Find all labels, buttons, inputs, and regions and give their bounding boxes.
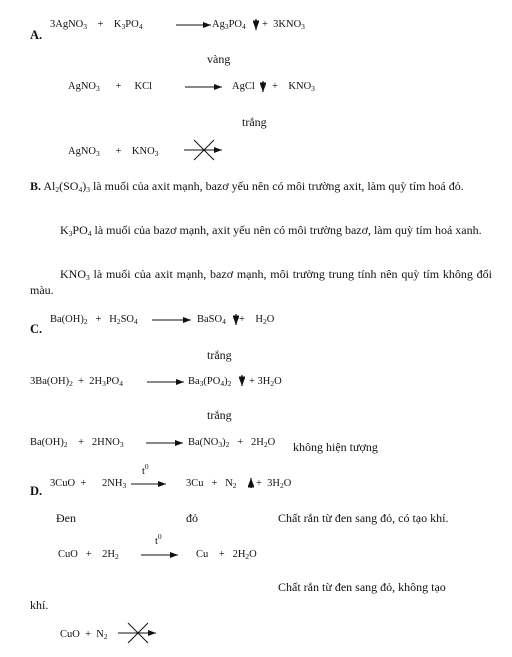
gas-up-arrow xyxy=(248,477,254,489)
heat-condition: $t^0$ xyxy=(142,462,149,477)
reaction-arrow xyxy=(131,479,167,489)
paragraph-b1: B. $Al_2(SO_4)_3$ là muối của axit mạnh, bazơ yếu nên có môi trường axit, làm quỳ tím hoá đỏ. xyxy=(30,179,464,194)
reaction-arrow xyxy=(141,550,179,560)
reaction-c2-rhs: $Ba_3(PO_4)_2$ xyxy=(188,376,232,388)
reaction-a2-rhs: AgCl xyxy=(232,81,255,92)
reaction-a1-rhs: $Ag_3PO_4$ xyxy=(212,19,246,31)
color-label: trắng xyxy=(207,408,232,422)
precipitate-down-arrow xyxy=(253,19,259,31)
no-reaction-arrow xyxy=(118,621,158,645)
reaction-d1-rhs2: + $3H_2O$ xyxy=(256,478,292,490)
reaction-arrow xyxy=(152,315,192,325)
reaction-a2-lhs: AgNO$_3$ + KCl xyxy=(68,81,153,93)
reaction-a3-lhs: AgNO$_3$ + $KNO_3$ xyxy=(68,146,159,158)
reaction-d2-lhs: CuO + $2H_2$ xyxy=(58,549,119,561)
precipitate-down-arrow xyxy=(239,375,245,387)
section-a-label: A. xyxy=(30,28,43,42)
reaction-d1-rhs: 3Cu + $N_2$ xyxy=(186,478,237,490)
reaction-c1-rhs2: + $H_2O$ xyxy=(239,314,275,326)
reaction-c2-lhs: $3Ba(OH)_2 + 2H_3PO_4$ xyxy=(30,376,124,388)
precipitate-down-arrow xyxy=(260,81,266,93)
reaction-c3-lhs: $Ba(OH)_2$ + $2HNO_3$ xyxy=(30,437,124,449)
reaction-a2-rhs2: + $KNO_3$ xyxy=(272,81,315,93)
observation-2: Chất rắn từ đen sang đỏ, không tạo xyxy=(278,580,446,594)
reaction-arrow xyxy=(185,82,223,92)
color-red-label: đỏ xyxy=(186,511,198,525)
color-black-label: Đen xyxy=(56,511,76,525)
reaction-c2-rhs2: + $3H_2O$ xyxy=(249,376,282,388)
color-label: vàng xyxy=(207,52,231,66)
reaction-d3-lhs: CuO + $N_2$ xyxy=(60,629,108,641)
section-d-label: D. xyxy=(30,484,43,498)
reaction-a1-lhs: 3AgNO$_3$ + $K_3PO_4$ xyxy=(50,19,143,31)
observation-note: không hiện tượng xyxy=(293,440,378,454)
reaction-c1-lhs: $Ba(OH)_2$ + $H_2SO_4$ xyxy=(50,314,138,326)
no-reaction-arrow xyxy=(184,138,224,162)
reaction-d1-lhs: 3CuO + $2NH_3$ xyxy=(50,478,127,490)
reaction-c3-rhs: $Ba(NO_3)_2$ + $2H_2O$ xyxy=(188,437,276,449)
observation-2-cont: khí. xyxy=(30,598,49,612)
heat-condition: $t^0$ xyxy=(155,532,162,547)
paragraph-b2: $K_3PO_4$ là muối của bazơ mạnh, axit yếu nên có môi trường bazơ, làm quỳ tím hoá xanh. xyxy=(60,223,482,238)
reaction-arrow xyxy=(146,438,184,448)
reaction-arrow xyxy=(147,377,185,387)
reaction-a1-rhs2: + $3KNO_3$ xyxy=(262,19,305,31)
paragraph-b3: $KNO_3$ là muối của axit mạnh, bazơ mạnh, môi trường trung tính nên quỳ tím không đổi màu. xyxy=(30,267,492,297)
observation-1: Chất rắn từ đen sang đỏ, có tạo khí. xyxy=(278,511,449,525)
color-label: trắng xyxy=(242,115,267,129)
reaction-arrow xyxy=(176,20,212,30)
section-c-label: C. xyxy=(30,322,43,336)
reaction-d2-rhs: Cu + $2H_2O$ xyxy=(196,549,257,561)
reaction-c1-rhs: BaSO$_4$ xyxy=(197,314,226,326)
color-label: trắng xyxy=(207,348,232,362)
